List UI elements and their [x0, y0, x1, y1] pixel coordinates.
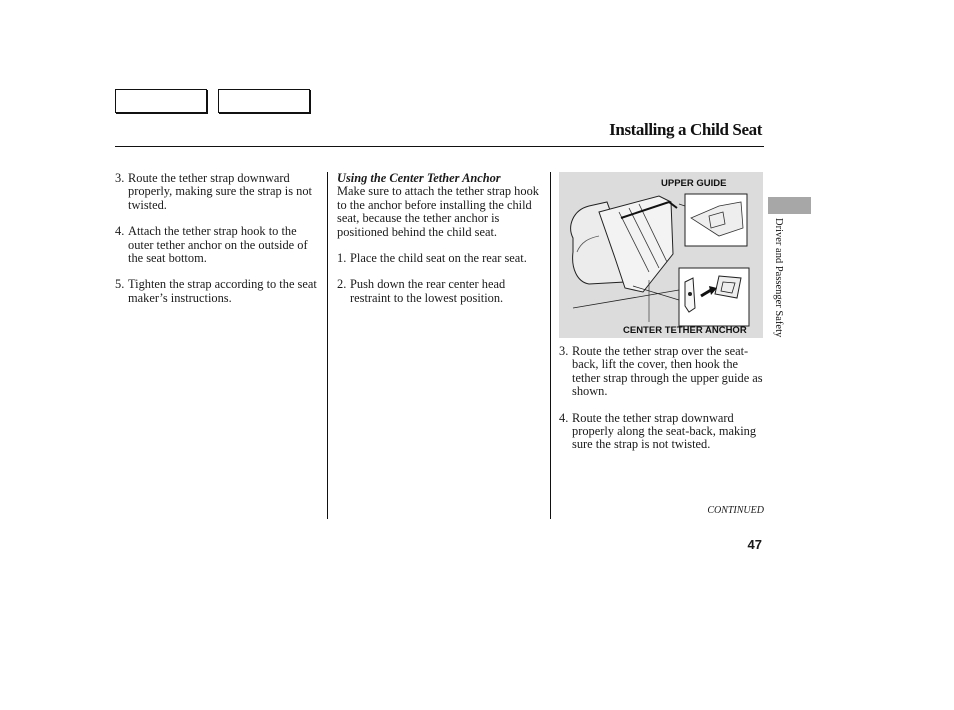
- list-item: 1. Place the child seat on the rear seat.: [337, 251, 527, 266]
- section-tab[interactable]: [768, 197, 811, 214]
- list-item: 3. Route the tether strap downward properly, making sure the strap is not twisted.: [115, 171, 312, 212]
- nav-button-contents[interactable]: [115, 89, 207, 113]
- right-column: [559, 345, 764, 465]
- column-divider: [327, 172, 328, 519]
- continued-note: CONTINUED: [707, 505, 764, 516]
- list-item: 3. Route the tether strap over the seat-back, lift the cover, then hook the tether strap through the upper guide as shown.: [559, 344, 763, 399]
- center-anchor-label: CENTER TETHER ANCHOR: [623, 325, 747, 336]
- column-divider: [550, 172, 551, 519]
- title-rule: [115, 146, 764, 147]
- list-item: 4. Attach the tether strap hook to the outer tether anchor on the outside of the seat bottom.: [115, 224, 308, 266]
- intro-paragraph: Make sure to attach the tether strap hook to the anchor before installing the child seat, because the tether anchor is positioned behind the child seat.: [337, 184, 539, 239]
- page-title: Installing a Child Seat: [609, 120, 762, 139]
- list-item: 2. Push down the rear center head restraint to the lowest position.: [337, 277, 506, 305]
- upper-guide-label: UPPER GUIDE: [661, 178, 727, 189]
- list-item: 5. Tighten the strap according to the seat maker’s instructions.: [115, 277, 317, 305]
- page-number: 47: [747, 537, 762, 552]
- list-item: 4. Route the tether strap downward properly along the seat-back, making sure the strap is not twisted.: [559, 410, 757, 452]
- section-tab-label: Driver and Passenger Safety: [773, 218, 784, 338]
- tether-anchor-illustration: [559, 172, 763, 338]
- section-subheading: Using the Center Tether Anchor: [337, 171, 501, 185]
- left-column: [115, 172, 321, 318]
- middle-column: [337, 172, 543, 318]
- nav-button-index[interactable]: [218, 89, 310, 113]
